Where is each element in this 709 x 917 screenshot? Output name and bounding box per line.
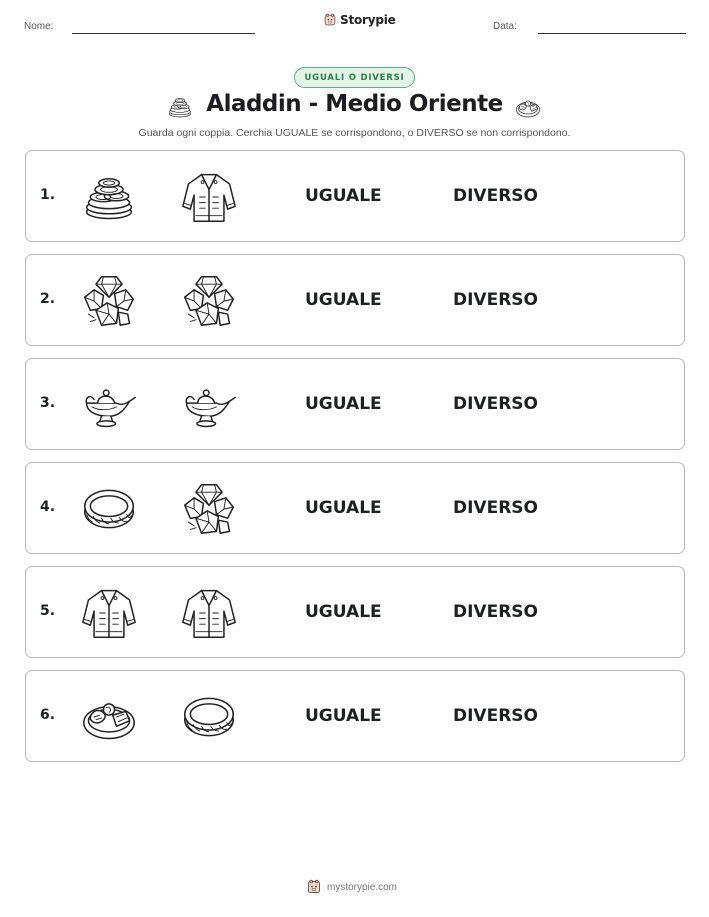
date-label: Data: xyxy=(493,21,517,32)
name-label: Nome: xyxy=(24,21,54,32)
worksheet-type-badge: UGUALI O DIVERSI xyxy=(294,67,415,88)
question-row xyxy=(25,150,685,242)
question-row xyxy=(25,254,685,346)
brand-logo xyxy=(323,13,396,27)
question-row xyxy=(25,566,685,658)
different-option[interactable]: DIVERSO xyxy=(453,394,538,414)
different-option[interactable]: DIVERSO xyxy=(453,602,538,622)
question-row xyxy=(25,462,685,554)
bracelet-icon xyxy=(81,481,137,537)
same-option[interactable]: UGUALE xyxy=(305,706,382,726)
question-number: 1. xyxy=(40,187,56,203)
date-line[interactable] xyxy=(538,33,686,34)
same-option[interactable]: UGUALE xyxy=(305,602,382,622)
question-number: 4. xyxy=(40,499,56,515)
instructions: Guarda ogni coppia. Cerchia UGUALE se corrispondono, o DIVERSO se non corrispondono. xyxy=(138,127,571,139)
question-number: 6. xyxy=(40,707,56,723)
gems-icon xyxy=(81,273,137,329)
coins-icon xyxy=(81,169,137,225)
lamp-icon xyxy=(81,377,137,433)
question-number: 3. xyxy=(40,395,56,411)
storypie-mascot-icon xyxy=(306,879,322,895)
robe-icon xyxy=(81,585,137,641)
page-title: Aladdin - Medio Oriente xyxy=(206,91,503,117)
bracelet-icon xyxy=(181,689,237,745)
question-row xyxy=(25,358,685,450)
food-plate-icon xyxy=(513,94,543,120)
robe-icon xyxy=(181,585,237,641)
name-line[interactable] xyxy=(72,33,255,34)
same-option[interactable]: UGUALE xyxy=(305,498,382,518)
lamp-icon xyxy=(181,377,237,433)
footer xyxy=(306,879,397,895)
gems-icon xyxy=(181,273,237,329)
same-option[interactable]: UGUALE xyxy=(305,186,382,206)
robe-icon xyxy=(181,169,237,225)
storypie-mascot-icon xyxy=(323,13,337,27)
question-row xyxy=(25,670,685,762)
different-option[interactable]: DIVERSO xyxy=(453,186,538,206)
question-number: 5. xyxy=(40,603,56,619)
different-option[interactable]: DIVERSO xyxy=(453,498,538,518)
same-option[interactable]: UGUALE xyxy=(305,394,382,414)
food-plate-icon xyxy=(81,689,137,745)
different-option[interactable]: DIVERSO xyxy=(453,706,538,726)
footer-url[interactable]: mystorypie.com xyxy=(327,881,398,893)
different-option[interactable]: DIVERSO xyxy=(453,290,538,310)
gems-icon xyxy=(181,481,237,537)
brand-name: Storypie xyxy=(340,13,396,27)
same-option[interactable]: UGUALE xyxy=(305,290,382,310)
question-number: 2. xyxy=(40,291,56,307)
